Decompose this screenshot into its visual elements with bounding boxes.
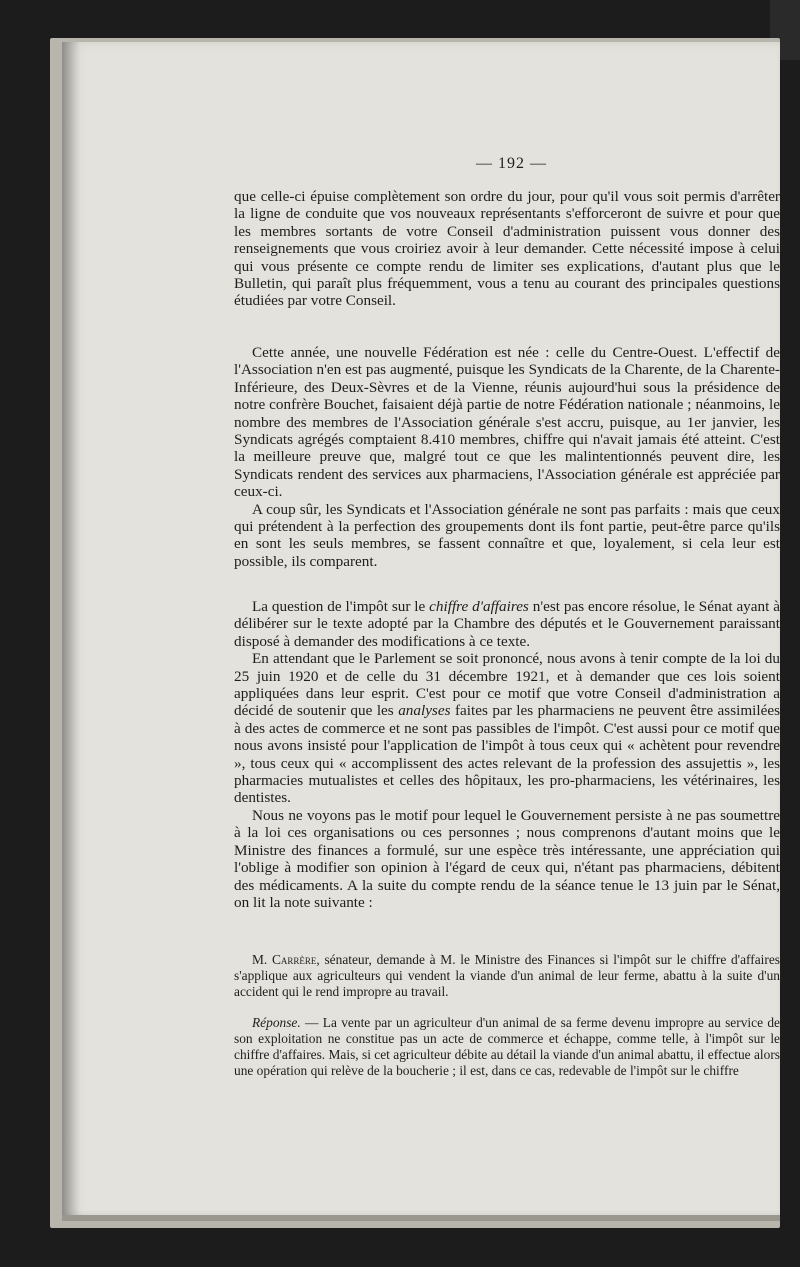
paragraph-1-text: que celle-ci épuise complètement son ordre du jour, pour qu'il vous soit permis d'arrêter la ligne de conduite que vos nouveaux représentants s'efforceront de suivre et pour que les membres sortants de votre Conseil d'administration puissent vous donner des renseignements que vous croiriez avoir à leur demander. Cette nécessité impose à celui qui vous présente ce compte rendu de limiter ses explications, d'autant plus que le Bulletin, qui paraît plus fréquemment, vous a tenu au courant des principales questions étudiées par votre Conseil.	[234, 188, 780, 310]
paragraph-2	[234, 344, 780, 570]
binding-shadow	[62, 42, 80, 1220]
quote-question-text	[234, 952, 780, 1000]
paragraph-3b	[234, 650, 780, 807]
paragraph-3	[234, 598, 780, 911]
quote-answer-label: Réponse.	[252, 1015, 301, 1030]
paragraph-3c-text: Nous ne voyons pas le motif pour lequel le Gouvernement persiste à ne pas soumettre à la loi ces organisations ou ces personnes ; nous comprenons d'autant moins que le Ministre des finances a formulé, sur une espèce très intéressante, une appréciation qui l'oblige à modifier son opinion à l'égard de ceux qui, n'étant pas pharmaciens, débitent des médicaments. A la suite du compte rendu de la séance tenue le 13 juin par le Sénat, on lit la note suivante :	[234, 806, 780, 911]
quote-answer-text	[234, 1015, 780, 1079]
quote-answer-body: — La vente par un agriculteur d'un animal de sa ferme devenu impropre au service de son exploitation ne constitue pas un acte de commerce et échappe, comme telle, à l'impôt sur le chiffre d'affaires. Mais, si cet agriculteur débite au détail la viande d'un animal abattu, il effectue alors une opération qui relève de la boucherie ; il est, dans ce cas, redevable de l'impôt sur le chiffre	[234, 1015, 780, 1078]
paragraph-3a-after: n'est pas encore résolue, le Sénat ayant à délibérer sur le texte adopté par la Chambre des députés et le Gouvernement paraissant disposé à demander des modifications à ce texte.	[234, 598, 780, 650]
quote-question-name: M. Carrère	[252, 952, 317, 967]
page-bottom-edge	[62, 1215, 780, 1221]
paragraph-3a-italic: chiffre d'affaires	[429, 598, 529, 615]
paragraph-3a-before: La question de l'impôt sur le	[252, 598, 430, 615]
paragraph-3b-italic: analyses	[398, 702, 451, 720]
paragraph-2b-text: A coup sûr, les Syndicats et l'Association générale ne sont pas parfaits : mais que ceux qui prétendent à la perfection des groupements dont ils font partie, peut-être parce qu'ils en sont les seuls membres, se fassent connaître et que, loyalement, si cela leur est possible, ils comparent.	[234, 500, 780, 570]
quote-question	[234, 952, 780, 1000]
paragraph-3b-before: En attendant que le Parlement se soit prononcé, nous avons à tenir compte de la loi du 25 juin 1920 et de celle du 31 décembre 1921, et à demander que ces lois soient appliquées dans leur esprit. C'est pour ce motif que votre Conseil d'administration a décidé de soutenir que les	[234, 650, 780, 720]
page-number: — 192 —	[476, 155, 547, 172]
quote-question-body: , sénateur, demande à M. le Ministre des Finances si l'impôt sur le chiffre d'affaires s'applique aux agriculteurs qui vendent la viande d'un animal de leur ferme, abattu à la suite d'un accident qui le rend impropre au travail.	[234, 952, 780, 999]
paragraph-2a-text: Cette année, une nouvelle Fédération est née : celle du Centre-Ouest. L'effectif de l'Association n'en est pas augmenté, puisque les Syndicats de la Charente, de la Charente-Inférieure, des Deux-Sèvres et de la Vienne, réunis aujourd'hui sous la présidence de notre confrère Bouchet, faisaient déjà partie de notre Fédération nationale ; néanmoins, le nombre des membres de l'Association générale s'est accru, puisque, au 1er janvier, les Syndicats agrégés comptaient 8.410 membres, chiffre qui n'avait jamais été atteint. C'est la meilleure preuve que, malgré tout ce que les malintentionnés peuvent dire, les Syndicats rendent des services aux pharmaciens, l'Association générale est appréciée par ceux-ci.	[234, 344, 780, 501]
paragraph-1	[234, 188, 780, 310]
paragraph-3a	[234, 598, 780, 650]
quote-answer	[234, 1015, 780, 1079]
paragraph-3b-after: faites par les pharmaciens ne peuvent être assimilées à des actes de commerce et ne sont pas passibles de l'impôt. C'est aussi pour ce motif que nous avons insisté pour l'application de l'impôt à tous ceux qui « achètent pour revendre », tous ceux qui « accomplissent des actes relevant de la profession des assujettis », les pharmacies mutualistes et celles des hôpitaux, les pro-pharmaciens, les vétérinaires, les dentistes.	[234, 702, 780, 807]
